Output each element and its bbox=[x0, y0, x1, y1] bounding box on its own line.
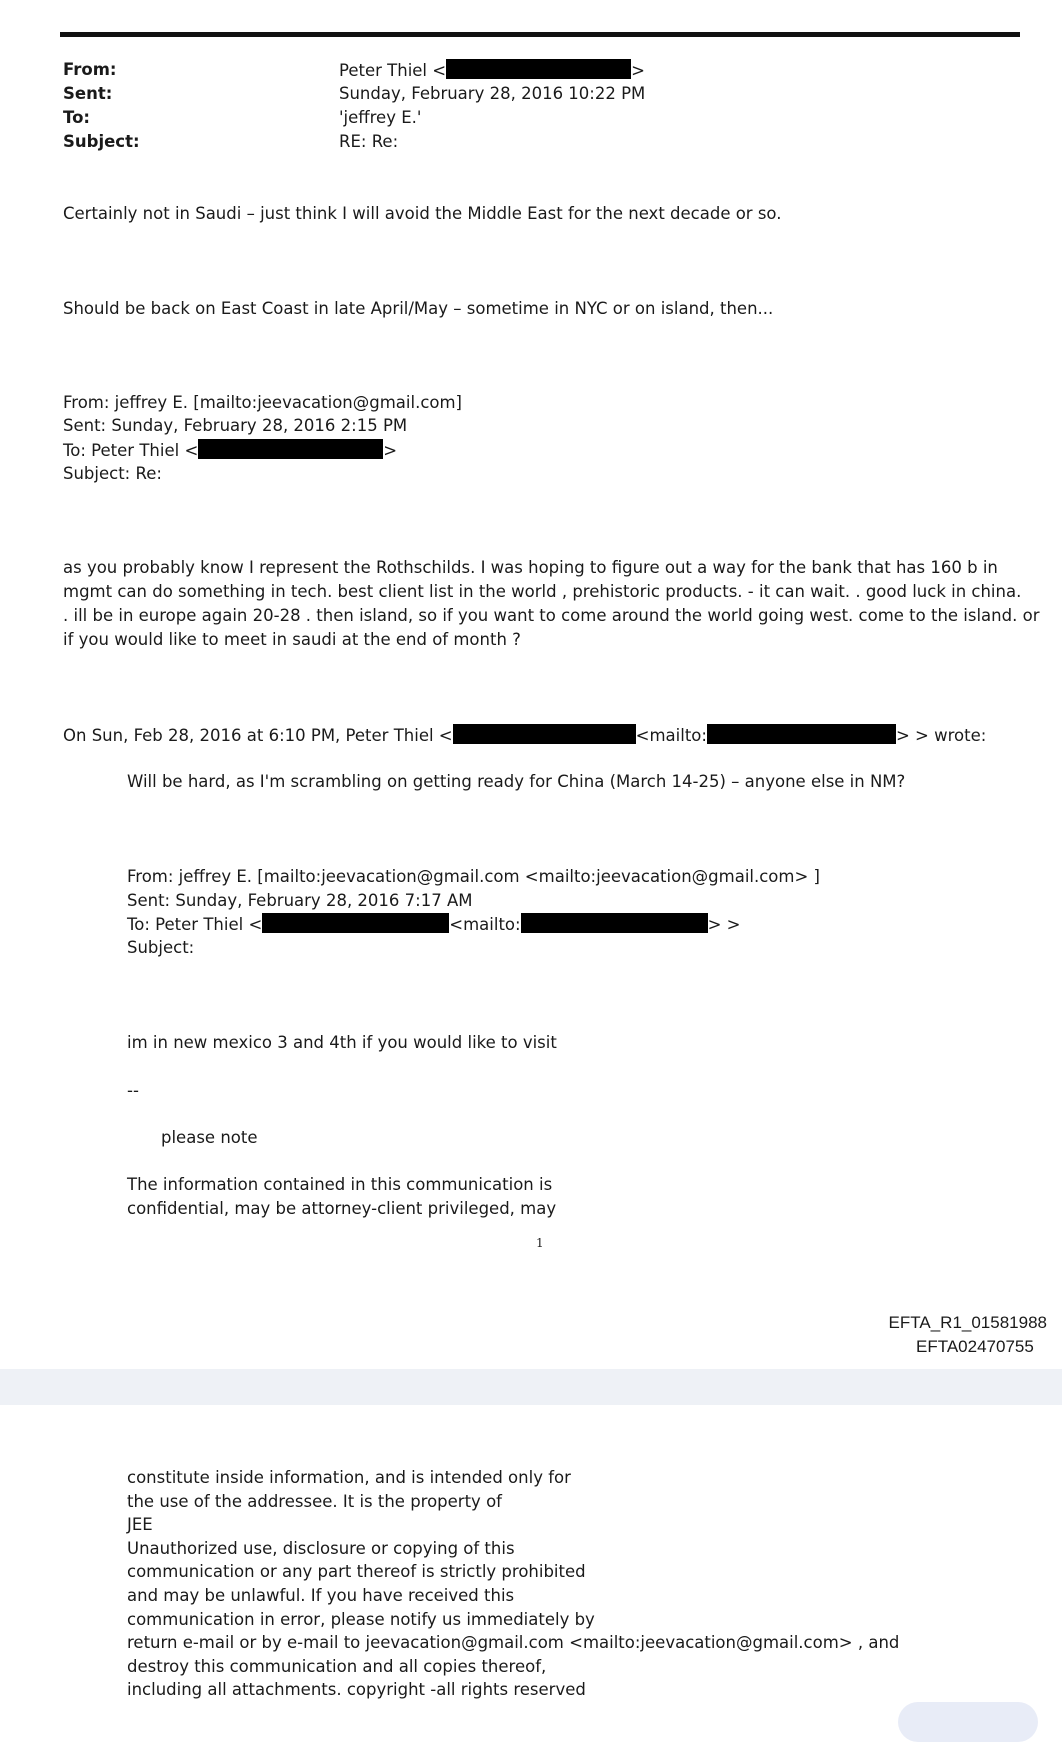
top-rule bbox=[60, 32, 1020, 37]
page2-line-8: return e-mail or by e-mail to jeevacation@gmail.com <mailto:jeevacation@gmail.com> , and bbox=[127, 1633, 900, 1652]
page2-line-2: the use of the addressee. It is the property of bbox=[127, 1492, 502, 1511]
quote3-mailto: <mailto: bbox=[449, 915, 521, 934]
header-subject-value: RE: Re: bbox=[339, 132, 399, 151]
confidential-line-1: The information contained in this communication is bbox=[127, 1175, 553, 1194]
page2-line-7: communication in error, please notify us immediately by bbox=[127, 1610, 595, 1629]
page2-line-9: destroy this communication and all copies thereof, bbox=[127, 1657, 547, 1676]
viewer-overlay-button[interactable] bbox=[898, 1702, 1038, 1742]
signature-dash: -- bbox=[127, 1081, 139, 1100]
quote1-to bbox=[63, 439, 397, 462]
page-separator bbox=[0, 1369, 1062, 1405]
confidential-line-2: confidential, may be attorney-client privileged, may bbox=[127, 1199, 557, 1218]
page2-line-3: JEE bbox=[127, 1515, 153, 1534]
quote1-to-end: > bbox=[383, 441, 398, 460]
quote3-to-end: > > bbox=[707, 915, 741, 934]
header-from-name: Peter Thiel < bbox=[339, 61, 447, 80]
page2-line-10: including all attachments. copyright -all rights reserved bbox=[127, 1680, 586, 1699]
quote3-to-prefix: To: Peter Thiel < bbox=[127, 915, 263, 934]
header-from-label: From: bbox=[63, 60, 117, 79]
quote1-body-line-3: . ill be in europe again 20-28 . then island, so if you want to come around the world going west. come to the island. or bbox=[63, 606, 1040, 625]
quote3-to bbox=[127, 913, 740, 936]
bates-number-2: EFTA02470755 bbox=[916, 1337, 1034, 1356]
redaction-bar bbox=[198, 439, 383, 459]
page2-line-4: Unauthorized use, disclosure or copying of this bbox=[127, 1539, 515, 1558]
redaction-bar bbox=[453, 724, 636, 744]
body-line-1: Certainly not in Saudi – just think I will avoid the Middle East for the next decade or so. bbox=[63, 204, 782, 223]
quote2-mailto: <mailto: bbox=[635, 726, 707, 745]
quote1-sent: Sent: Sunday, February 28, 2016 2:15 PM bbox=[63, 416, 408, 435]
quote2-on-line bbox=[63, 724, 986, 747]
page-2 bbox=[0, 1405, 1062, 1722]
quote1-body-line-1: as you probably know I represent the Rothschilds. I was hoping to figure out a way for the bank that has 160 b in bbox=[63, 558, 998, 577]
quote1-from: From: jeffrey E. [mailto:jeevacation@gmail.com] bbox=[63, 393, 462, 412]
quote3-sent: Sent: Sunday, February 28, 2016 7:17 AM bbox=[127, 891, 473, 910]
quote1-body-line-2: mgmt can do something in tech. best client list in the world , prehistoric products. - it can wait. . good luck in china. bbox=[63, 582, 1022, 601]
body-line-2: Should be back on East Coast in late April/May – sometime in NYC or on island, then... bbox=[63, 299, 774, 318]
page2-line-5: communication or any part thereof is strictly prohibited bbox=[127, 1562, 586, 1581]
redaction-bar bbox=[521, 913, 708, 933]
page2-line-6: and may be unlawful. If you have received this bbox=[127, 1586, 515, 1605]
header-sent-value: Sunday, February 28, 2016 10:22 PM bbox=[339, 84, 646, 103]
header-to-value: 'jeffrey E.' bbox=[339, 108, 422, 127]
page-number: 1 bbox=[536, 1236, 544, 1250]
bates-number-1: EFTA_R1_01581988 bbox=[888, 1313, 1047, 1332]
header-to-label: To: bbox=[63, 108, 90, 127]
quote2-on-prefix: On Sun, Feb 28, 2016 at 6:10 PM, Peter Thiel < bbox=[63, 726, 453, 745]
please-note: please note bbox=[161, 1128, 258, 1147]
redaction-bar bbox=[262, 913, 449, 933]
quote2-wrote: > > wrote: bbox=[895, 726, 987, 745]
quote3-subject: Subject: bbox=[127, 938, 195, 957]
header-from-end: > bbox=[631, 61, 645, 80]
header-sent-label: Sent: bbox=[63, 84, 113, 103]
redaction-bar bbox=[707, 724, 896, 744]
quote1-to-prefix: To: Peter Thiel < bbox=[63, 441, 199, 460]
quote2-body: Will be hard, as I'm scrambling on getting ready for China (March 14-25) – anyone else in NM? bbox=[127, 772, 906, 791]
header-from-value bbox=[339, 59, 645, 82]
quote1-body-line-4: if you would like to meet in saudi at the end of month ? bbox=[63, 630, 521, 649]
page2-line-1: constitute inside information, and is intended only for bbox=[127, 1468, 571, 1487]
header-subject-label: Subject: bbox=[63, 132, 140, 151]
quote3-body: im in new mexico 3 and 4th if you would like to visit bbox=[127, 1033, 557, 1052]
redaction-bar bbox=[446, 59, 631, 79]
quote3-from: From: jeffrey E. [mailto:jeevacation@gmail.com <mailto:jeevacation@gmail.com> ] bbox=[127, 867, 820, 886]
quote1-subject: Subject: Re: bbox=[63, 464, 162, 483]
